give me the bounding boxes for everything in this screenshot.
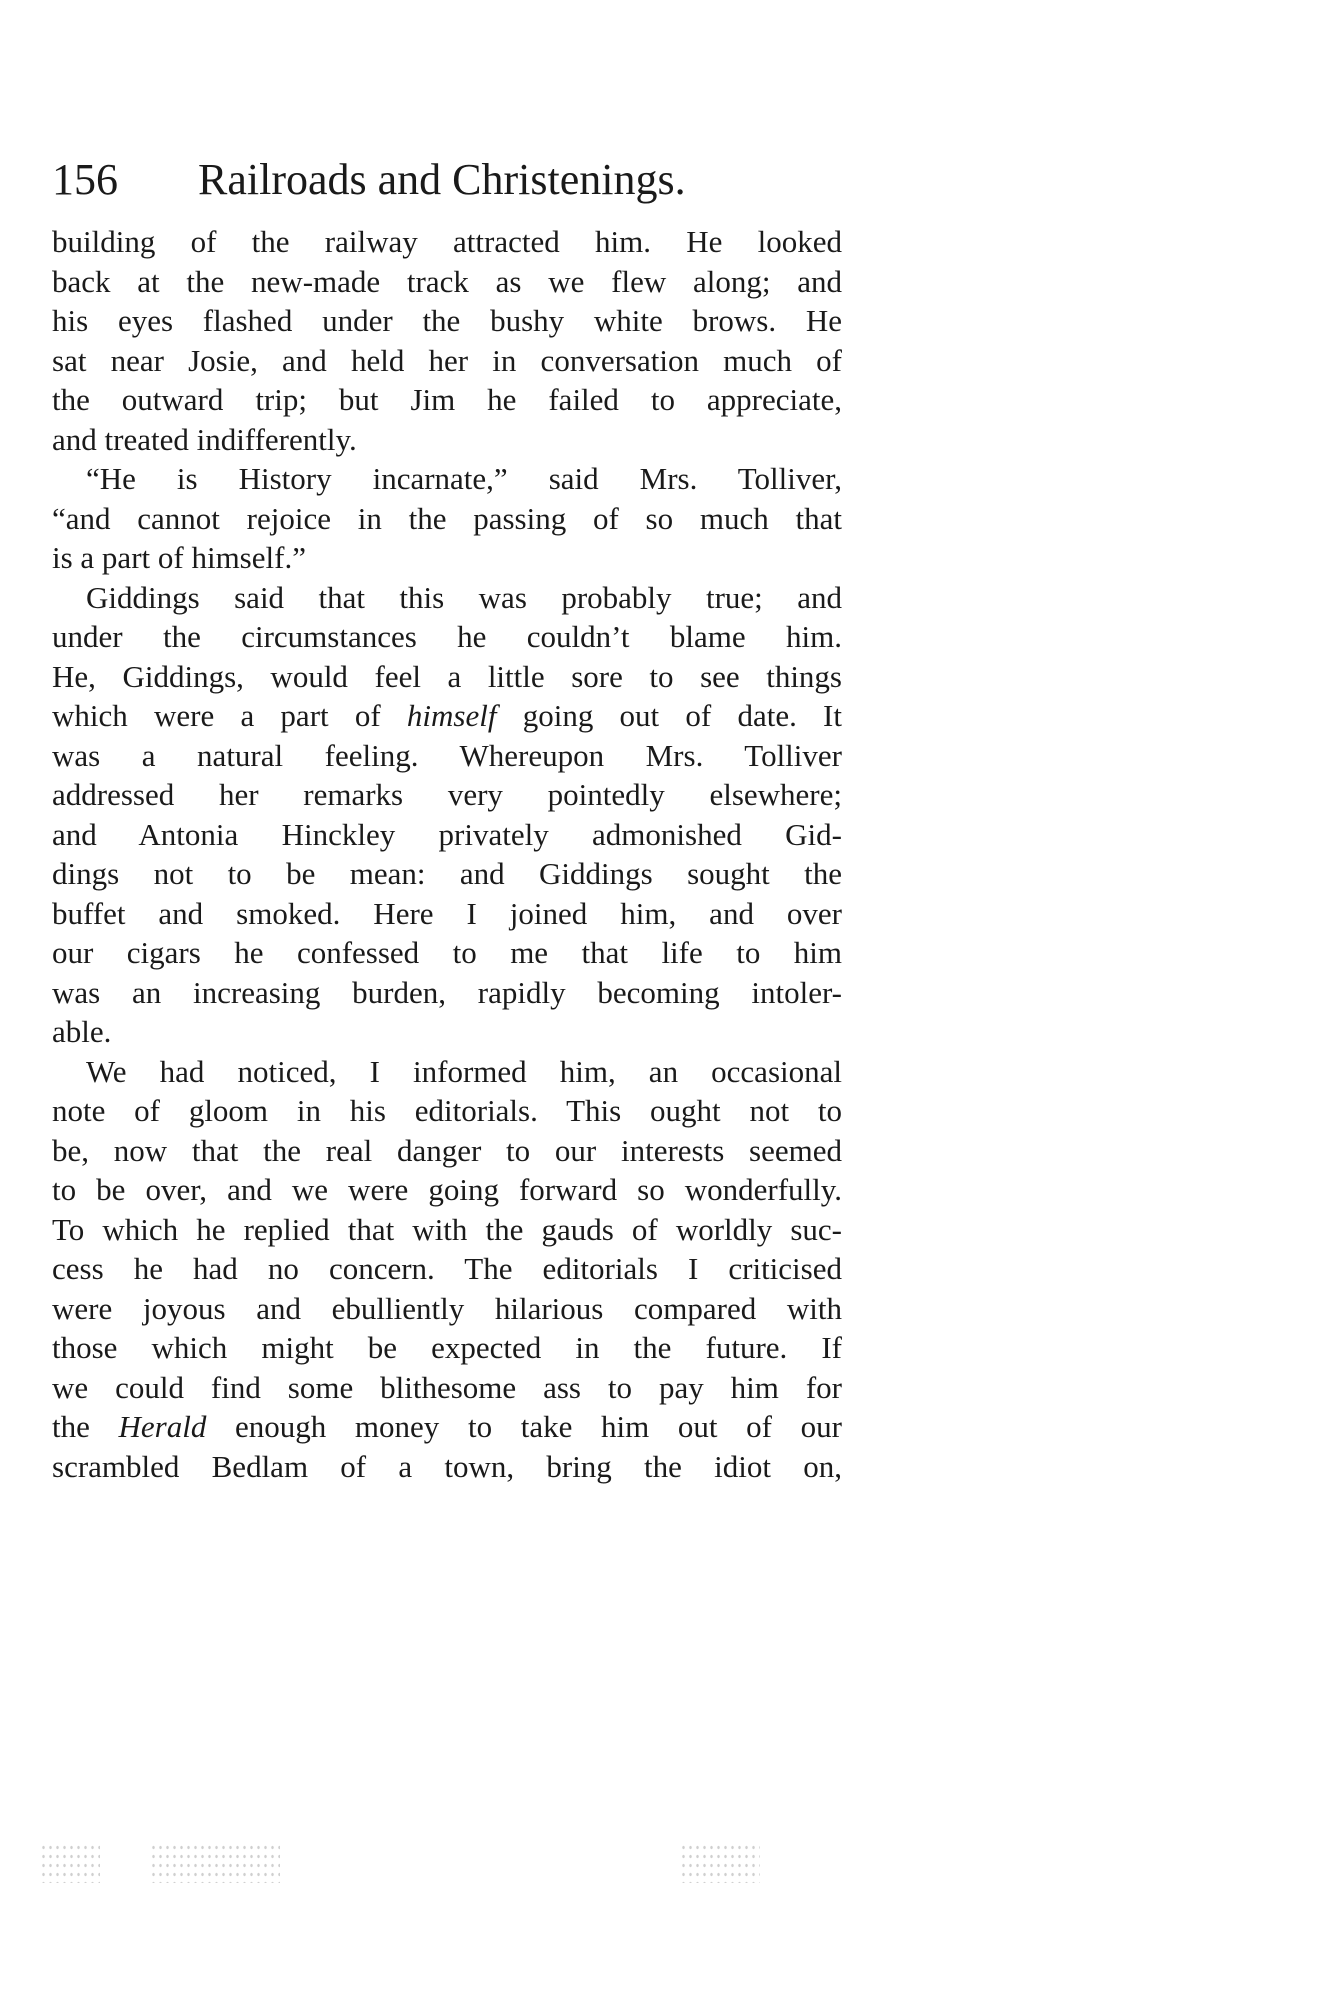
text-line: is a part of himself.” [52, 540, 306, 575]
text-line [52, 696, 842, 736]
page-number: 156 [52, 155, 118, 204]
text-line: He, Giddings, would feel a little sore to see things [52, 658, 842, 694]
text-line: sat near Josie, and held her in conversation much of [52, 342, 842, 378]
text-line: Giddings said that this was probably true; and [86, 579, 842, 615]
text-line: and treated indifferently. [52, 421, 357, 457]
text-line: his eyes flashed under the bushy white brows. He [52, 303, 842, 338]
text-line: and Antonia Hinckley privately admonished Gid- [52, 816, 842, 852]
text-line: building of the railway attracted him. He looked [52, 224, 842, 259]
scan-speckle [40, 1843, 100, 1883]
text-line: cess he had no concern. The editorials I criticised [52, 1251, 842, 1286]
running-head [52, 150, 1052, 210]
text-line: under the circumstances he couldn’t blame him. [52, 619, 842, 654]
text-line: We had noticed, I informed him, an occasional [86, 1053, 842, 1089]
scan-speckle [680, 1843, 760, 1883]
text-line: scrambled Bedlam of a town, bring the idiot on, [52, 1448, 842, 1484]
text-line: buffet and smoked. Here I joined him, and over [52, 895, 842, 931]
text-line: be, now that the real danger to our interests seemed [52, 1132, 842, 1168]
text-line: back at the new-made track as we flew along; and [52, 263, 842, 299]
text-line: our cigars he confessed to me that life to him [52, 935, 842, 970]
text-line: able. [52, 1014, 112, 1049]
text-segment: enough money to take him out of our [206, 1409, 842, 1444]
text-segment: going out of date. It [496, 698, 842, 733]
text-segment: the [52, 1409, 119, 1444]
text-line: was an increasing burden, rapidly becoming intoler- [52, 974, 842, 1010]
body-text [52, 222, 842, 1486]
text-line: “and cannot rejoice in the passing of so much that [52, 500, 842, 536]
text-line: To which he replied that with the gauds of worldly suc- [52, 1211, 842, 1247]
text-line: dings not to be mean: and Giddings sought the [52, 856, 842, 891]
text-line: were joyous and ebulliently hilarious compared with [52, 1290, 842, 1326]
text-line: the outward trip; but Jim he failed to appreciate, [52, 382, 842, 417]
text-line: we could find some blithesome ass to pay him for [52, 1369, 842, 1405]
text-segment: which were a part of [52, 698, 407, 733]
text-line: those which might be expected in the future. If [52, 1330, 842, 1365]
italic-text: himself [406, 698, 497, 733]
text-line: “He is History incarnate,” said Mrs. Tolliver, [86, 461, 842, 496]
scan-speckle [150, 1843, 280, 1883]
text-line: was a natural feeling. Whereupon Mrs. Tolliver [52, 737, 842, 773]
text-line [52, 1407, 842, 1447]
text-line: addressed her remarks very pointedly elsewhere; [52, 777, 842, 812]
text-line: to be over, and we were going forward so wonderfully. [52, 1172, 842, 1207]
text-line: note of gloom in his editorials. This ought not to [52, 1093, 842, 1128]
italic-text: Herald [118, 1409, 207, 1444]
running-head-title: Railroads and Christenings. [198, 155, 686, 204]
